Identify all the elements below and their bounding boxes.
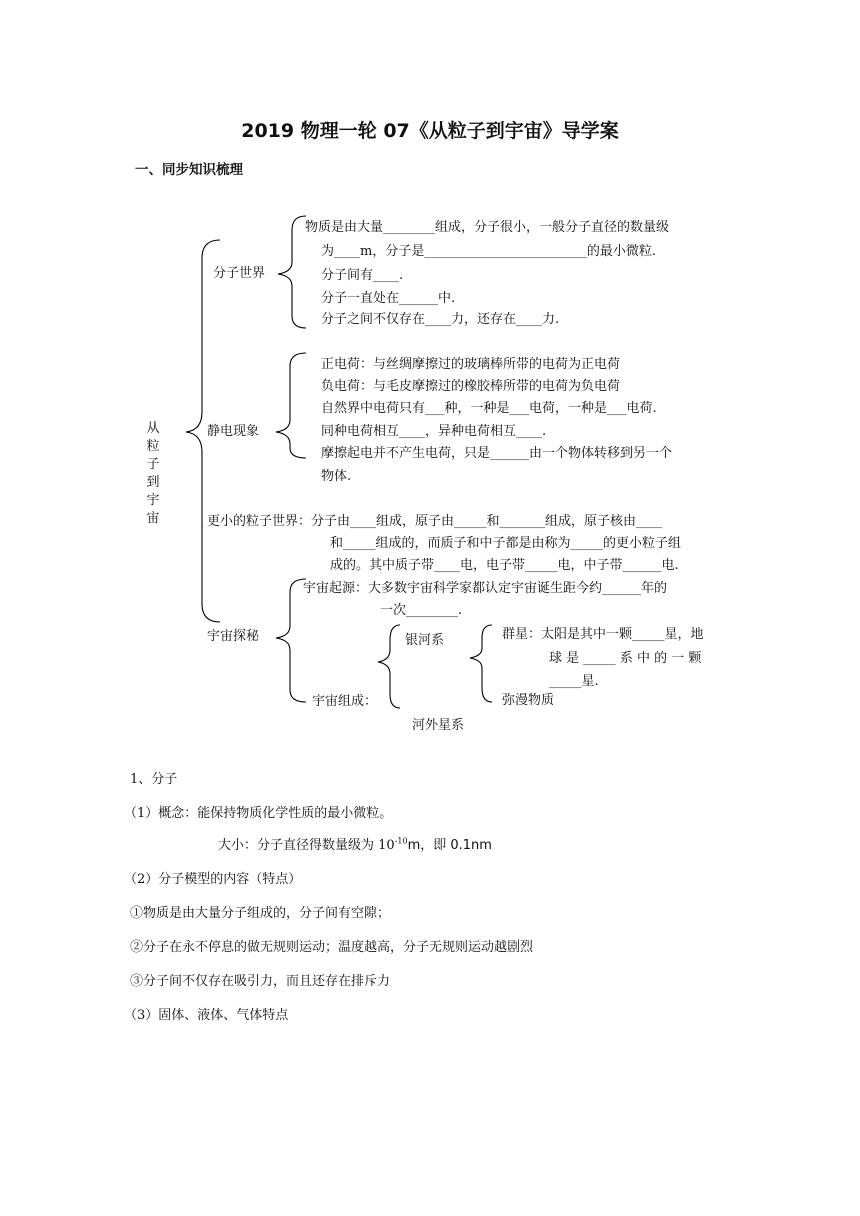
size-line	[218, 834, 492, 853]
milky-way-label: 银河系	[405, 633, 445, 648]
galaxy-brace	[470, 625, 492, 702]
molecule-line-3: 分子间有____.	[321, 268, 404, 283]
molecule-world-label: 分子世界	[213, 266, 266, 281]
smaller-line-1: 更小的粒子世界：分子由____组成，原子由_____和_______组成，原子核由____	[207, 514, 663, 529]
molecule-line-4: 分子一直处在______中.	[321, 291, 456, 306]
static-line-4: 同种电荷相互____，异种电荷相互____.	[321, 424, 547, 439]
point-2: ②分子在永不停息的做无规则运动；温度越高，分子无规则运动越剧烈	[130, 940, 534, 955]
universe-brace	[276, 579, 306, 702]
smaller-line-2: 和_____组成的，而质子和中子都是由称为_____的更小粒子组	[330, 536, 682, 551]
molecule-line-5: 分子之间不仅存在____力，还存在____力.	[321, 312, 560, 327]
composition-label: 宇宙组成：	[312, 694, 378, 709]
notes-heading: 1、分子	[130, 772, 178, 787]
stars-line-3: _____星.	[549, 674, 599, 689]
smaller-line-3: 成的。其中质子带____电，电子带_____电，中子带______电.	[330, 558, 679, 573]
size-prefix: 大小：分子直径得数量级为 10	[218, 838, 395, 853]
static-line-6: 物体.	[321, 469, 352, 484]
size-suffix: m，即 0.1nm	[407, 838, 492, 853]
origin-line-2: 一次________.	[380, 603, 463, 618]
nebula-label: 弥漫物质	[502, 693, 555, 708]
page-title: 2019 物理一轮 07《从粒子到宇宙》导学案	[241, 120, 619, 142]
static-line-2: 负电荷：与毛皮摩擦过的橡胶棒所带的电荷为负电荷	[321, 379, 621, 394]
other-galaxies-label: 河外星系	[412, 718, 465, 733]
size-exponent: -10	[394, 836, 408, 846]
composition-brace	[378, 625, 400, 708]
model-line: （2）分子模型的内容（特点）	[124, 872, 302, 887]
concept-line: （1）概念：能保持物质化学性质的最小微粒。	[124, 806, 393, 821]
static-brace	[276, 353, 306, 458]
stars-line-1: 群星：太阳是其中一颗_____星，地	[502, 627, 704, 642]
origin-line-1: 宇宙起源：大多数宇宙科学家都认定宇宙诞生距今约______年的	[303, 581, 668, 596]
static-line-5: 摩擦起电并不产生电荷，只是______由一个物体转移到另一个	[321, 446, 673, 461]
static-line-3: 自然界中电荷只有___种，一种是___电荷，一种是___电荷.	[321, 401, 657, 416]
molecule-brace	[278, 216, 306, 328]
states-line: （3）固体、液体、气体特点	[124, 1008, 289, 1023]
root-label: 从粒子到宇宙	[146, 421, 160, 526]
section-heading: 一、同步知识梳理	[135, 162, 243, 178]
point-3: ③分子间不仅存在吸引力，而且还存在排斥力	[130, 974, 391, 989]
universe-label: 宇宙探秘	[207, 629, 260, 644]
static-line-1: 正电荷：与丝绸摩擦过的玻璃棒所带的电荷为正电荷	[321, 357, 621, 372]
stars-line-2: 球 是 _____ 系 中 的 一 颗	[549, 651, 702, 666]
molecule-line-2: 为____m，分子是_________________________的最小微粒.	[321, 244, 656, 259]
static-label: 静电现象	[207, 424, 260, 439]
point-1: ①物质是由大量分子组成的，分子间有空隙；	[130, 906, 391, 921]
molecule-line-1: 物质是由大量________组成，分子很小，一般分子直径的数量级	[305, 220, 670, 235]
